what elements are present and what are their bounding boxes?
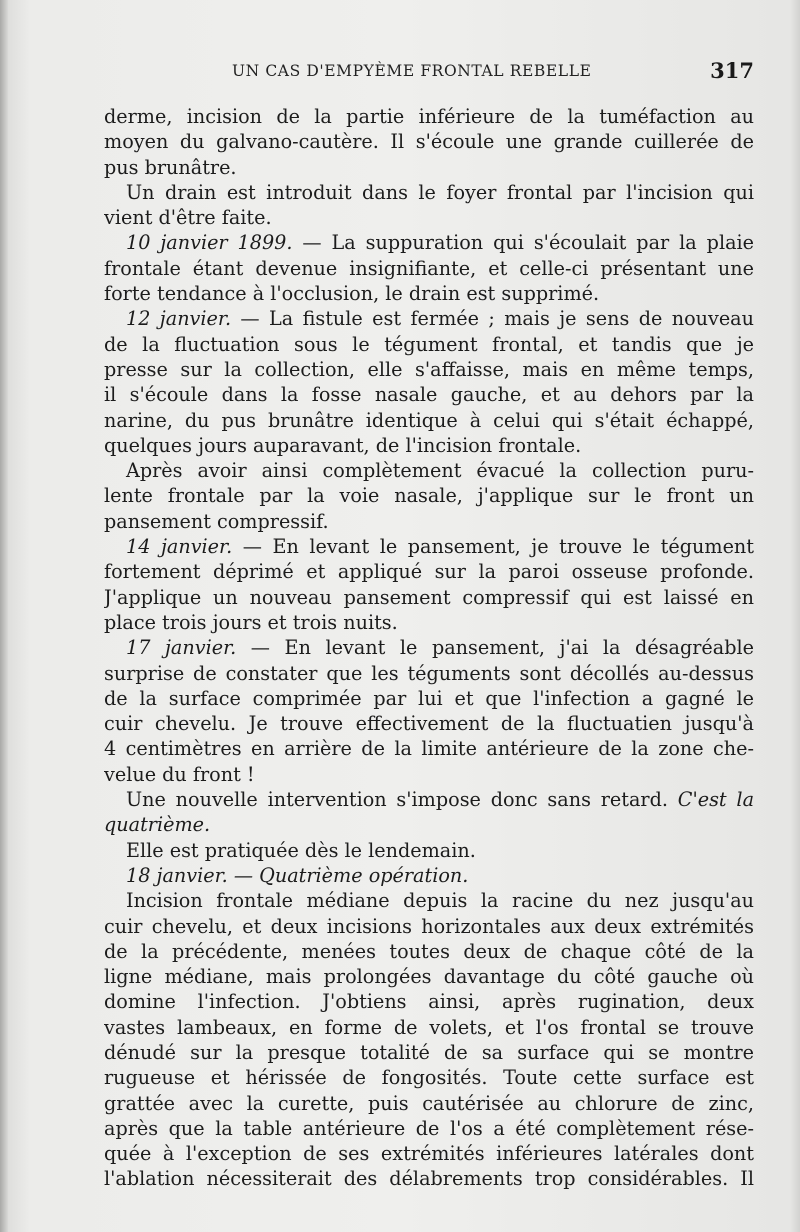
text-line bbox=[104, 964, 754, 989]
text-line bbox=[104, 711, 754, 736]
text-line bbox=[104, 408, 754, 433]
text-line bbox=[104, 686, 754, 711]
text-line bbox=[104, 509, 754, 534]
italic-text: 18 janvier. — Quatrième opération. bbox=[126, 863, 469, 887]
text-line bbox=[104, 458, 754, 483]
text-line bbox=[104, 736, 754, 761]
text-line bbox=[104, 205, 754, 230]
text-line bbox=[104, 610, 754, 635]
text-line bbox=[104, 534, 754, 559]
text-segment: velue du front ! bbox=[104, 762, 255, 786]
text-line bbox=[104, 914, 754, 939]
text-segment: de la précédente, menées toutes deux de chaque côté de la bbox=[104, 939, 754, 963]
text-line bbox=[104, 1040, 754, 1065]
text-segment: cuir chevelu, et deux incisions horizontales aux deux extrémités bbox=[104, 914, 754, 938]
text-segment: de la surface comprimée par lui et que l'infection a gagné le bbox=[104, 686, 754, 710]
text-segment: l'ablation nécessiterait des délabrements trop considérables. Il bbox=[104, 1167, 754, 1191]
text-segment: — La fistule est fermée ; mais je sens de nouveau bbox=[231, 307, 754, 331]
text-line bbox=[104, 1015, 754, 1040]
text-segment: rugueuse et hérissée de fongosités. Toute cette surface est bbox=[104, 1066, 754, 1090]
text-line bbox=[104, 230, 754, 255]
text-segment: de la fluctuation sous le tégument frontal, et tandis que je bbox=[104, 332, 754, 356]
text-line bbox=[104, 155, 754, 180]
text-segment: quelques jours auparavant, de l'incision frontale. bbox=[104, 433, 582, 457]
text-segment: il s'écoule dans la fosse nasale gauche, et au dehors par la bbox=[104, 383, 754, 407]
text-line bbox=[104, 863, 754, 888]
text-segment: Après avoir ainsi complètement évacué la collection puru- bbox=[126, 459, 754, 483]
text-line bbox=[104, 433, 754, 458]
text-line bbox=[104, 1166, 754, 1191]
text-segment: place trois jours et trois nuits. bbox=[104, 610, 398, 634]
running-header bbox=[104, 58, 754, 86]
text-line bbox=[104, 661, 754, 686]
italic-text: 12 janvier. bbox=[126, 307, 232, 331]
text-segment: vastes lambeaux, en forme de volets, et l'os frontal se trouve bbox=[104, 1015, 754, 1039]
text-line bbox=[104, 256, 754, 281]
text-segment: — En levant le pansement, je trouve le tégument bbox=[232, 535, 754, 559]
text-line bbox=[104, 332, 754, 357]
text-segment: domine l'infection. J'obtiens ainsi, après rugination, deux bbox=[104, 990, 754, 1014]
page-number: 317 bbox=[710, 58, 754, 83]
text-line bbox=[104, 939, 754, 964]
text-segment: pansement compressif. bbox=[104, 509, 329, 533]
text-line bbox=[104, 787, 754, 812]
text-segment: moyen du galvano-cautère. Il s'écoule une grande cuillerée de bbox=[104, 130, 754, 154]
text-segment: ligne médiane, mais prolongées davantage du côté gauche où bbox=[104, 965, 754, 989]
text-line bbox=[104, 585, 754, 610]
text-segment: Elle est pratiquée dès le lendemain. bbox=[126, 838, 476, 862]
text-line bbox=[104, 483, 754, 508]
text-segment: 4 centimètres en arrière de la limite antérieure de la zone che- bbox=[104, 737, 754, 761]
text-line bbox=[104, 1091, 754, 1116]
text-line bbox=[104, 104, 754, 129]
page-gutter-shadow bbox=[0, 0, 8, 1232]
text-segment: quée à l'exception de ses extrémités inférieures latérales dont bbox=[104, 1142, 754, 1166]
text-segment: surprise de constater que les téguments sont décollés au-dessus bbox=[104, 661, 754, 685]
text-segment: Une nouvelle intervention s'impose donc sans retard. bbox=[126, 788, 678, 812]
text-segment: cuir chevelu. Je trouve effectivement de la fluctuatien jusqu'à bbox=[104, 712, 754, 736]
body-text bbox=[104, 104, 754, 1192]
text-line bbox=[104, 635, 754, 660]
running-title: UN CAS D'EMPYÈME FRONTAL REBELLE bbox=[232, 62, 592, 80]
text-segment: narine, du pus brunâtre identique à celui qui s'était échappé, bbox=[104, 408, 754, 432]
text-segment: Un drain est introduit dans le foyer frontal par l'incision qui bbox=[126, 180, 754, 204]
text-segment: lente frontale par la voie nasale, j'applique sur le front un bbox=[104, 484, 754, 508]
text-segment: dénudé sur la presque totalité de sa surface qui se montre bbox=[104, 1040, 754, 1064]
italic-text: C'est la bbox=[677, 788, 754, 812]
text-segment: vient d'être faite. bbox=[104, 206, 272, 230]
text-segment: — En levant le pansement, j'ai la désagréable bbox=[236, 636, 754, 660]
italic-text: 10 janvier 1899. bbox=[126, 231, 293, 255]
text-segment: derme, incision de la partie inférieure de la tuméfaction au bbox=[104, 105, 754, 128]
italic-text: 17 janvier. bbox=[126, 636, 237, 660]
italic-text: 14 janvier. bbox=[126, 535, 233, 559]
text-segment: forte tendance à l'occlusion, le drain est supprimé. bbox=[104, 282, 600, 306]
text-line bbox=[104, 888, 754, 913]
text-segment: pus brunâtre. bbox=[104, 155, 237, 179]
text-segment: grattée avec la curette, puis cautérisée au chlorure de zinc, bbox=[104, 1091, 754, 1115]
text-line bbox=[104, 306, 754, 331]
text-segment: frontale étant devenue insignifiante, et celle-ci présentant une bbox=[104, 256, 754, 280]
text-segment: Incision frontale médiane depuis la racine du nez jusqu'au bbox=[126, 889, 754, 913]
text-line bbox=[104, 1116, 754, 1141]
text-segment: presse sur la collection, elle s'affaisse, mais en même temps, bbox=[104, 357, 754, 381]
text-line bbox=[104, 559, 754, 584]
text-line bbox=[104, 1065, 754, 1090]
text-segment: J'applique un nouveau pansement compressif qui est laissé en bbox=[104, 585, 754, 609]
text-line bbox=[104, 762, 754, 787]
text-line bbox=[104, 382, 754, 407]
italic-text: quatrième. bbox=[104, 813, 211, 837]
text-line bbox=[104, 180, 754, 205]
text-line bbox=[104, 989, 754, 1014]
text-line bbox=[104, 812, 754, 837]
text-segment: fortement déprimé et appliqué sur la paroi osseuse profonde. bbox=[104, 560, 754, 584]
text-segment: — La suppuration qui s'écoulait par la plaie bbox=[292, 231, 754, 255]
text-segment: après que la table antérieure de l'os a été complètement rése- bbox=[104, 1116, 754, 1140]
text-line bbox=[104, 129, 754, 154]
text-line bbox=[104, 281, 754, 306]
text-line bbox=[104, 838, 754, 863]
text-line bbox=[104, 1141, 754, 1166]
text-line bbox=[104, 357, 754, 382]
